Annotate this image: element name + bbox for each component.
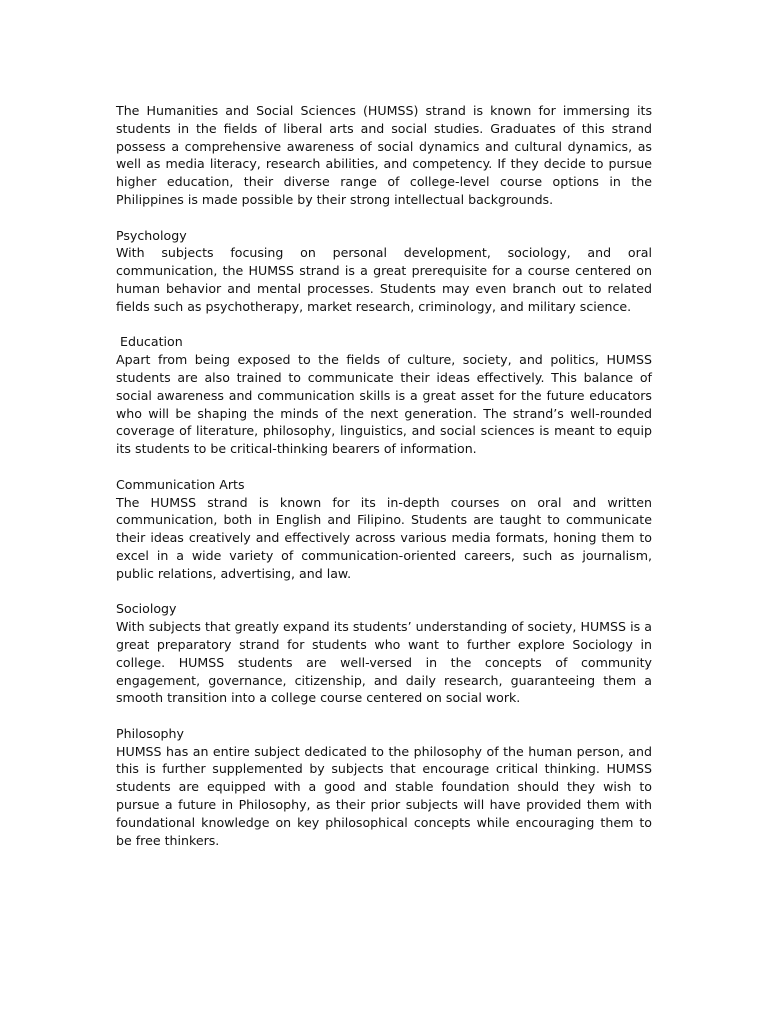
document-page <box>116 102 652 867</box>
section-philosophy <box>116 725 652 850</box>
section-heading: Philosophy <box>116 725 184 741</box>
section-communication-arts <box>116 476 652 583</box>
section-paragraph: HUMSS has an entire subject dedicated to the philosophy of the human person, and this is further supplemented by subjects that encourage critical thinking. HUMSS students are equipped with a good and stable foundation should they wish to pursue a future in Philosophy, as their prior subjects will have provided them with foundational knowledge on key philosophical concepts while encouraging them to be free thinkers. <box>116 743 652 848</box>
section-heading: Communication Arts <box>116 476 245 492</box>
section-education <box>116 333 652 458</box>
section-sociology <box>116 600 652 707</box>
intro-paragraph: The Humanities and Social Sciences (HUMSS) strand is known for immersing its students in the fields of liberal arts and social studies. Graduates of this strand possess a comprehensive awareness of social dynamics and cultural dynamics, as well as media literacy, research abilities, and competency. If they decide to pursue higher education, their diverse range of college-level course options in the Philippines is made possible by their strong intellectual backgrounds. <box>116 103 652 207</box>
section-heading: Education <box>116 334 183 350</box>
section-psychology <box>116 227 652 316</box>
section-paragraph: Apart from being exposed to the fields of culture, society, and politics, HUMSS students are also trained to communicate their ideas effectively. This balance of social awareness and communication skills is a great asset for the future educators who will be shaping the minds of the next generation. The strand’s well-rounded coverage of literature, philosophy, linguistics, and social sciences is meant to equip its students to be critical-thinking bearers of information. <box>116 352 652 457</box>
section-heading: Psychology <box>116 227 187 243</box>
section-heading: Sociology <box>116 601 177 617</box>
section-paragraph: With subjects that greatly expand its students’ understanding of society, HUMSS is a great preparatory strand for students who want to further explore Sociology in college. HUMSS students are well-versed in the concepts of community engagement, governance, citizenship, and daily research, guaranteeing them a smooth transition into a college course centered on social work. <box>116 619 652 706</box>
section-paragraph: The HUMSS strand is known for its in-depth courses on oral and written communication, both in English and Filipino. Students are taught to communicate their ideas creatively and effectively across various media formats, honing them to excel in a wide variety of communication-oriented careers, such as journalism, public relations, advertising, and law. <box>116 494 652 581</box>
section-paragraph: With subjects focusing on personal development, sociology, and oral communication, the HUMSS strand is a great prerequisite for a course centered on human behavior and mental processes. Students may even branch out to related fields such as psychotherapy, market research, criminology, and military science. <box>116 245 652 314</box>
